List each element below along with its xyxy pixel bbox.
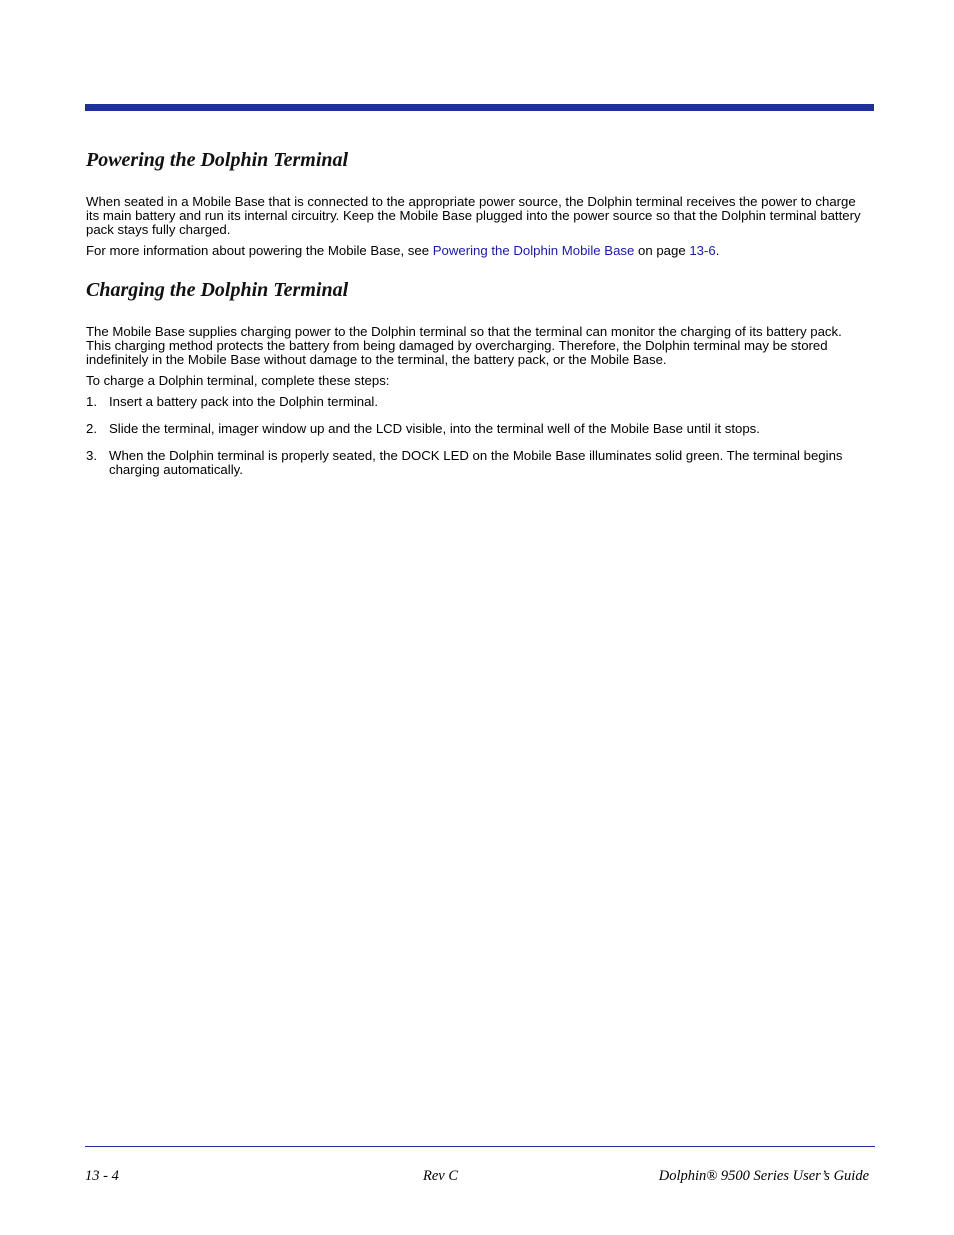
body-paragraph-reference xyxy=(86,244,870,258)
section-charging xyxy=(86,276,870,490)
document-title: Dolphin® 9500 Series User’s Guide xyxy=(658,1168,869,1184)
text-span: For more information about powering the Mobile Base, see xyxy=(86,243,433,258)
revision-label: Rev C xyxy=(423,1168,459,1184)
steps-intro: To charge a Dolphin terminal, complete these steps: xyxy=(86,373,390,388)
header-rule xyxy=(85,104,874,111)
list-item xyxy=(86,422,870,436)
step-text: Slide the terminal, imager window up and the LCD visible, into the terminal well of the Mobile Base until it stops. xyxy=(109,421,760,436)
cross-reference-link[interactable]: Powering the Dolphin Mobile Base xyxy=(432,243,635,258)
section-powering xyxy=(86,146,870,265)
step-number: 1. xyxy=(86,394,97,409)
step-number: 2. xyxy=(86,421,97,436)
step-text: Insert a battery pack into the Dolphin terminal. xyxy=(109,394,379,409)
page-number: 13 - 4 xyxy=(85,1168,119,1184)
text-span: on page xyxy=(634,243,690,258)
text-span: . xyxy=(715,243,720,258)
list-item xyxy=(86,395,870,409)
step-text: When the Dolphin terminal is properly seated, the DOCK LED on the Mobile Base illuminates solid green. The terminal begins charging automatically. xyxy=(109,448,843,477)
section-heading: Charging the Dolphin Terminal xyxy=(86,279,349,301)
step-number: 3. xyxy=(86,448,97,463)
list-item xyxy=(86,449,870,477)
body-paragraph: When seated in a Mobile Base that is connected to the appropriate power source, the Dolphin terminal receives the power to charge its main battery and run its internal circuitry. Keep the Mobile Base plugged into the power source so that the Dolphin terminal battery pack stays fully charged. xyxy=(86,194,861,237)
section-heading: Powering the Dolphin Terminal xyxy=(86,149,349,171)
footer-rule xyxy=(85,1146,875,1147)
steps-list xyxy=(86,395,870,477)
body-paragraph: The Mobile Base supplies charging power to the Dolphin terminal so that the terminal can monitor the charging of its battery pack. This charging method protects the battery from being damaged by overcharging. Therefore, the Dolphin terminal may be stored indefinitely in the Mobile Base without damage to the terminal, the battery pack, or the Mobile Base. xyxy=(86,324,842,367)
page-reference-link[interactable]: 13-6 xyxy=(689,243,716,258)
